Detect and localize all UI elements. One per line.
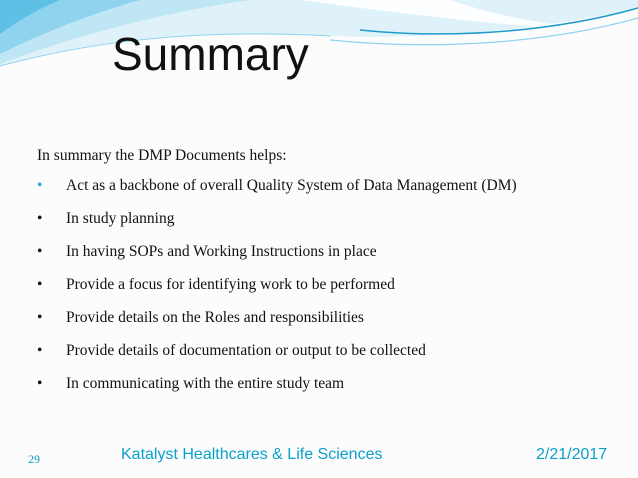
- slide-number: 29: [28, 452, 40, 466]
- bullet-marker: •: [37, 309, 43, 326]
- bullet-marker: •: [37, 243, 43, 260]
- bullet-marker: •: [37, 342, 43, 359]
- bullet-text: In communicating with the entire study team: [66, 375, 345, 392]
- header-wave-decoration: [0, 0, 638, 80]
- bullet-text: In study planning: [66, 210, 175, 227]
- bullet-marker: •: [37, 375, 43, 392]
- bullet-marker: •: [37, 210, 43, 227]
- slide-title: Summary: [112, 28, 309, 80]
- bullet-text: Provide a focus for identifying work to be performed: [66, 276, 395, 293]
- bullet-marker: •: [37, 177, 43, 194]
- bullet-marker: •: [37, 276, 43, 293]
- intro-text: In summary the DMP Documents helps:: [37, 147, 287, 164]
- bullet-text: Provide details on the Roles and responsibilities: [66, 309, 364, 326]
- footer-date: 2/21/2017: [536, 446, 608, 463]
- bullet-text: Act as a backbone of overall Quality System of Data Management (DM): [66, 177, 517, 194]
- bullet-text: In having SOPs and Working Instructions in place: [66, 243, 377, 260]
- bullet-text: Provide details of documentation or output to be collected: [66, 342, 426, 359]
- footer-organization: Katalyst Healthcares & Life Sciences: [121, 446, 383, 463]
